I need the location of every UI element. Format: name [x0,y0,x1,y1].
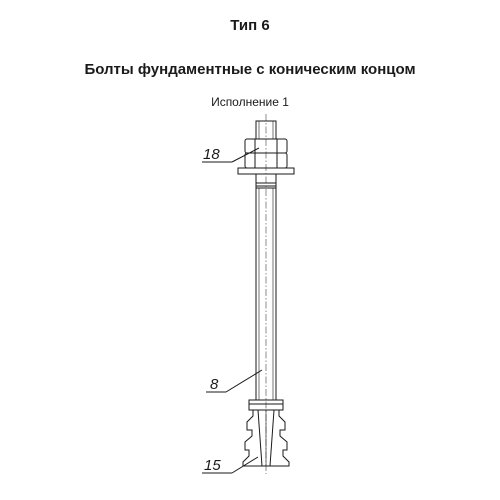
conical-end [243,400,289,466]
callout-8 [206,370,262,393]
callout-label-18: 18 [203,146,220,163]
callout-label-8: 8 [210,376,219,393]
page-title: Тип 6 [230,17,270,34]
variant-label: Исполнение 1 [211,95,289,109]
page-subtitle: Болты фундаментные с коническим концом [84,61,416,78]
callout-label-15: 15 [204,457,221,474]
callout-18 [202,146,259,163]
